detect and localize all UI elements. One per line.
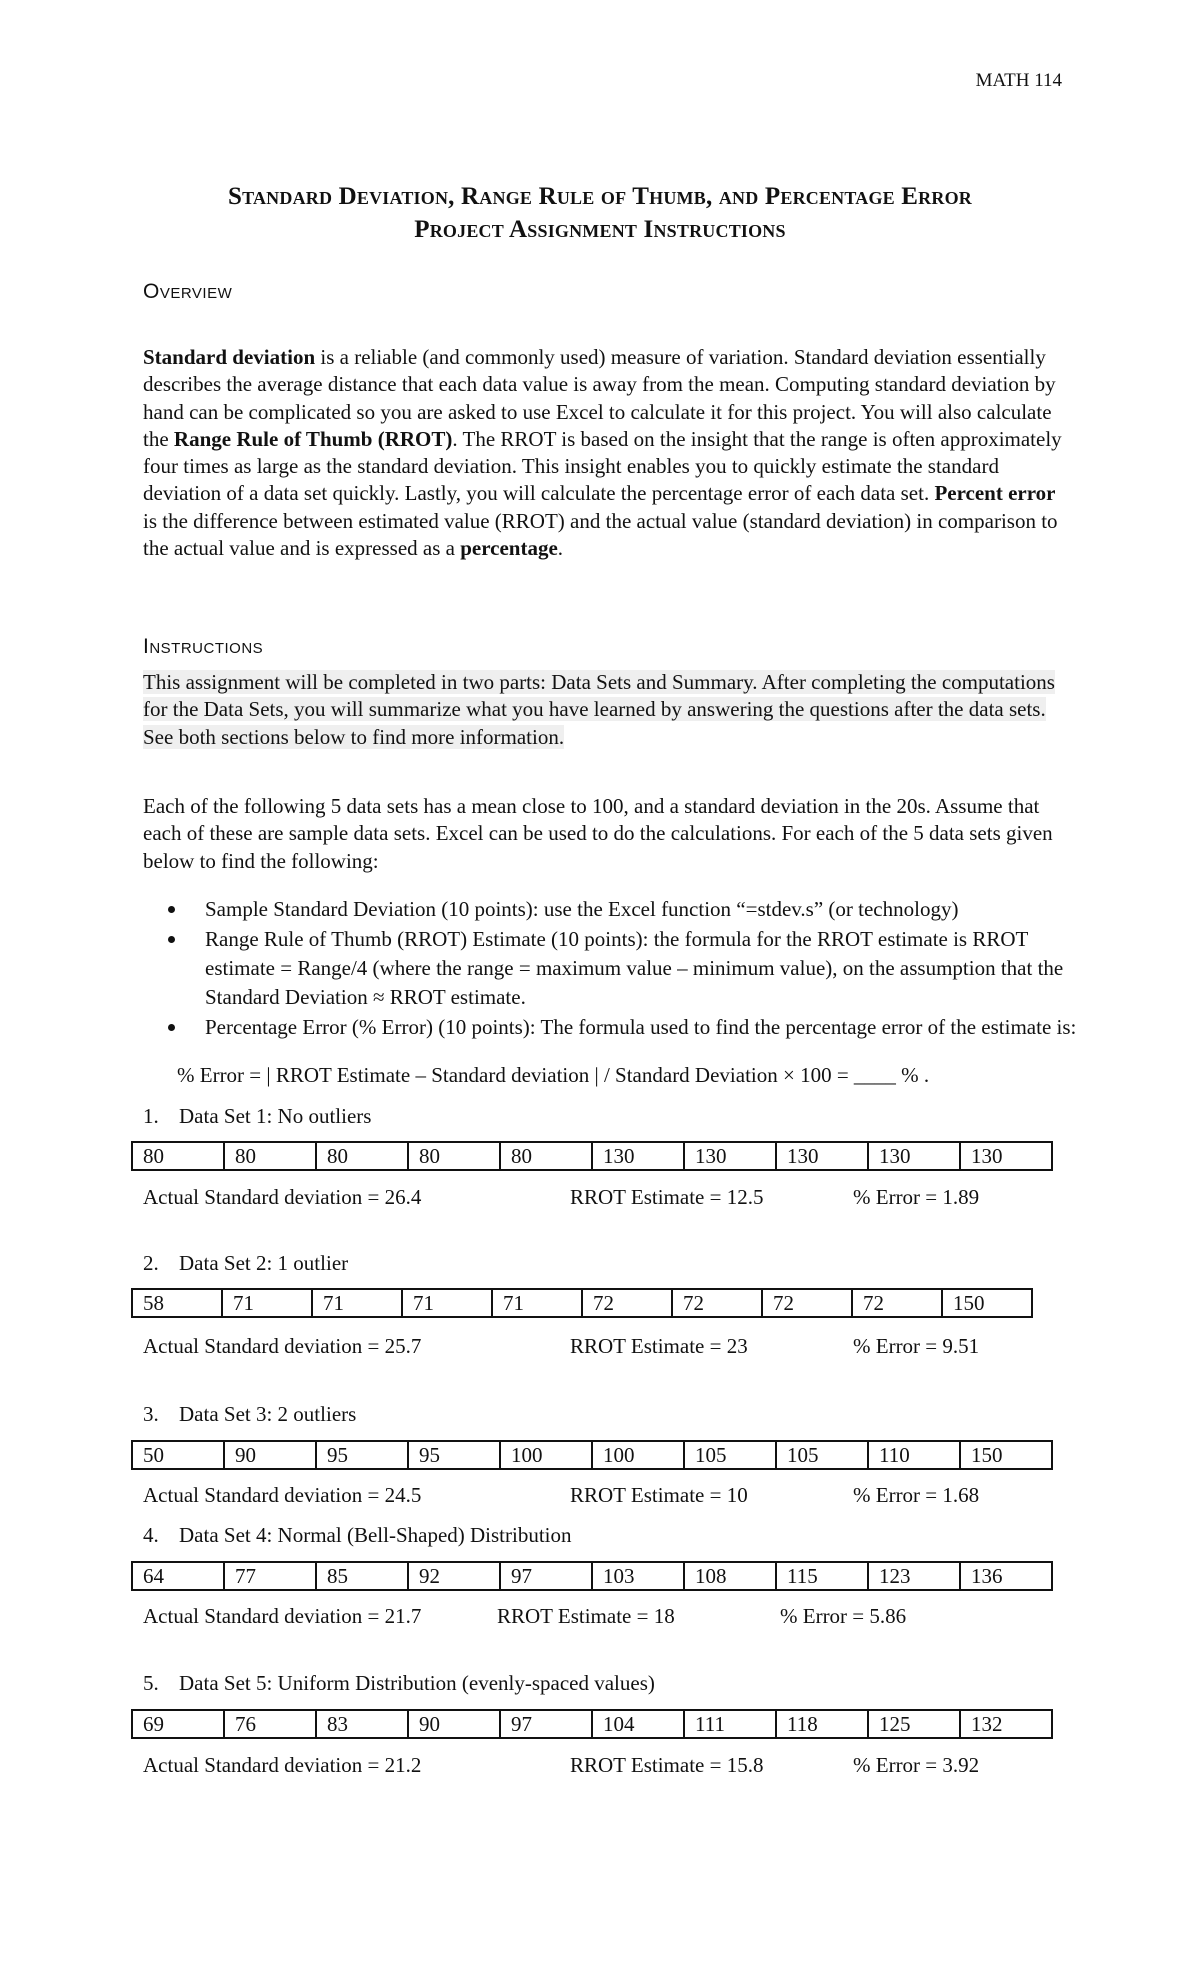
instructions-heading: Instructions <box>143 635 264 658</box>
table-cell: 50 <box>132 1441 224 1469</box>
table-cell: 80 <box>224 1142 316 1170</box>
data-set-1-error: % Error = 1.89 <box>853 1185 980 1209</box>
table-cell: 97 <box>500 1562 592 1590</box>
term-standard-deviation: Standard deviation <box>143 345 316 369</box>
table-cell: 132 <box>960 1710 1052 1738</box>
table-cell: 85 <box>316 1562 408 1590</box>
table-cell: 80 <box>408 1142 500 1170</box>
table-cell: 95 <box>316 1441 408 1469</box>
data-set-5-error: % Error = 3.92 <box>853 1753 980 1777</box>
table-cell: 80 <box>500 1142 592 1170</box>
title-line-1: Standard Deviation, Range Rule of Thumb, and Percentage Error <box>228 183 972 210</box>
table-cell: 72 <box>582 1289 672 1317</box>
data-set-4-table <box>131 1561 1053 1591</box>
data-set-3-rrot: RROT Estimate = 10 <box>570 1483 748 1507</box>
data-set-5-sd: Actual Standard deviation = 21.2 <box>143 1753 422 1777</box>
data-set-4-heading: 4. Data Set 4: Normal (Bell-Shaped) Distribution <box>143 1523 572 1547</box>
table-cell: 100 <box>500 1441 592 1469</box>
table-cell: 111 <box>684 1710 776 1738</box>
table-cell: 150 <box>942 1289 1032 1317</box>
data-set-2-rrot: RROT Estimate = 23 <box>570 1334 748 1358</box>
data-set-4-error: % Error = 5.86 <box>780 1604 907 1628</box>
table-cell: 118 <box>776 1710 868 1738</box>
table-cell: 130 <box>684 1142 776 1170</box>
table-cell: 115 <box>776 1562 868 1590</box>
data-set-2-sd: Actual Standard deviation = 25.7 <box>143 1334 422 1358</box>
data-set-1-sd: Actual Standard deviation = 26.4 <box>143 1185 422 1209</box>
table-cell: 80 <box>316 1142 408 1170</box>
table-cell: 104 <box>592 1710 684 1738</box>
table-cell: 71 <box>402 1289 492 1317</box>
term-rrot: Range Rule of Thumb (RROT) <box>173 426 453 451</box>
data-set-3-error: % Error = 1.68 <box>853 1483 980 1507</box>
data-set-3-heading: 3. Data Set 3: 2 outliers <box>143 1402 357 1426</box>
table-cell: 72 <box>672 1289 762 1317</box>
data-set-2-table <box>131 1288 1033 1318</box>
table-cell: 90 <box>408 1710 500 1738</box>
table-cell: 90 <box>224 1441 316 1469</box>
table-cell: 76 <box>224 1710 316 1738</box>
data-set-1-table <box>131 1141 1053 1171</box>
term-percentage: percentage <box>460 536 558 561</box>
table-cell: 123 <box>868 1562 960 1590</box>
table-cell: 130 <box>776 1142 868 1170</box>
table-cell: 130 <box>868 1142 960 1170</box>
table-cell: 150 <box>960 1441 1052 1469</box>
table-cell: 105 <box>684 1441 776 1469</box>
data-set-3-table <box>131 1440 1053 1470</box>
data-set-2-heading: 2. Data Set 2: 1 outlier <box>143 1251 349 1275</box>
table-cell: 100 <box>592 1441 684 1469</box>
overview-paragraph: Standard deviation is a reliable (and commonly used) measure of variation. Standard deviation essentially describes the average distance that each data value is away from the mean. Computing standard deviation by hand can be complicated so you are asked to use Excel to calculate it for this project. You will also calculate the Range Rule of Thumb (RROT). The RROT is based on the insight that the range is often approximately four times as large as the standard deviation. This insight enables you to quickly estimate the standard deviation of a data set quickly. Lastly, you will calculate the percentage error of each data set. Percent error is the difference between estimated value (RROT) and the actual value (standard deviation) in comparison to the actual value and is expressed as a percentage. <box>143 345 1062 561</box>
table-cell: 136 <box>960 1562 1052 1590</box>
list-item: Sample Standard Deviation (10 points): use the Excel function “=stdev.s” (or technology) <box>143 895 1083 924</box>
table-cell: 130 <box>960 1142 1052 1170</box>
term-percent-error: Percent error <box>934 481 1056 506</box>
list-item: Range Rule of Thumb (RROT) Estimate (10 points): the formula for the RROT estimate is RROT estimate = Range/4 (where the range = maximum value – minimum value), on the assumption that the Standard Deviation ≈ RROT estimate. <box>143 925 1083 1012</box>
table-cell: 71 <box>312 1289 402 1317</box>
title-line-2: Project Assignment Instructions <box>414 216 786 243</box>
table-cell: 110 <box>868 1441 960 1469</box>
table-cell: 95 <box>408 1441 500 1469</box>
data-set-5-rrot: RROT Estimate = 15.8 <box>570 1753 764 1777</box>
table-cell: 108 <box>684 1562 776 1590</box>
table-cell: 105 <box>776 1441 868 1469</box>
table-cell: 83 <box>316 1710 408 1738</box>
table-cell: 72 <box>762 1289 852 1317</box>
table-cell: 130 <box>592 1142 684 1170</box>
criteria-list <box>143 895 1083 1043</box>
table-cell: 71 <box>222 1289 312 1317</box>
table-cell: 92 <box>408 1562 500 1590</box>
instructions-shaded-paragraph: This assignment will be completed in two parts: Data Sets and Summary. After completing the computations for the Data Sets, you will summarize what you have learned by answering the questions after the data sets. See both sections below to find more information. <box>143 670 1055 749</box>
instructions-intro-paragraph: Each of the following 5 data sets has a mean close to 100, and a standard deviation in the 20s. Assume that each of these are sample data sets. Excel can be used to do the calculations. For each of the 5 data sets given below to find the following: <box>143 794 1053 873</box>
table-cell: 77 <box>224 1562 316 1590</box>
data-set-1-heading: 1. Data Set 1: No outliers <box>143 1104 372 1128</box>
table-cell: 80 <box>132 1142 224 1170</box>
data-set-1-rrot: RROT Estimate = 12.5 <box>570 1185 764 1209</box>
list-item: Percentage Error (% Error) (10 points): The formula used to find the percentage error of the estimate is: <box>143 1013 1083 1042</box>
table-cell: 125 <box>868 1710 960 1738</box>
table-cell: 64 <box>132 1562 224 1590</box>
data-set-5-heading: 5. Data Set 5: Uniform Distribution (evenly-spaced values) <box>143 1671 655 1695</box>
table-cell: 103 <box>592 1562 684 1590</box>
table-cell: 71 <box>492 1289 582 1317</box>
data-set-2-error: % Error = 9.51 <box>853 1334 980 1358</box>
table-cell: 58 <box>132 1289 222 1317</box>
page-title <box>0 180 1200 246</box>
table-cell: 97 <box>500 1710 592 1738</box>
data-set-3-sd: Actual Standard deviation = 24.5 <box>143 1483 422 1507</box>
data-set-4-rrot: RROT Estimate = 18 <box>497 1604 675 1628</box>
percent-error-formula: % Error = | RROT Estimate – Standard deviation | / Standard Deviation × 100 = ____ % . <box>177 1063 930 1087</box>
table-cell: 72 <box>852 1289 942 1317</box>
overview-heading: Overview <box>143 280 233 303</box>
table-cell: 69 <box>132 1710 224 1738</box>
course-label: MATH 114 <box>975 70 1062 91</box>
data-set-5-table <box>131 1709 1053 1739</box>
data-set-4-sd: Actual Standard deviation = 21.7 <box>143 1604 422 1628</box>
